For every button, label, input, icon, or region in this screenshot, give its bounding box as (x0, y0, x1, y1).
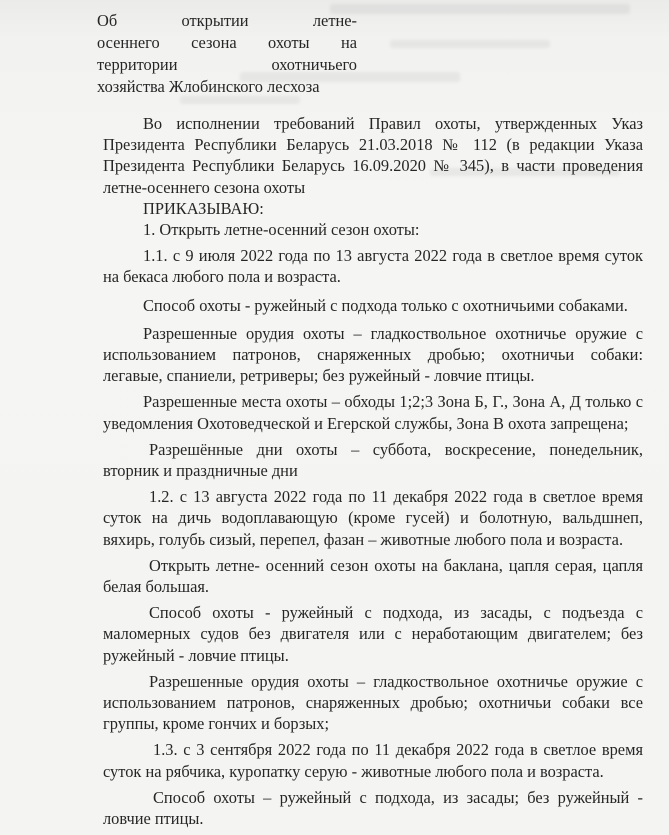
item-1: 1. Открыть летне-осенний сезон охоты: (143, 220, 420, 240)
item-1-3: 1.3. с 3 сентября 2022 года по 11 декабря 2022 года в светлое время суток на рябчика, куропатку серую - животные любого пола и возраста. (103, 740, 643, 781)
item-1-1-places: Разрешенные места охоты – обходы 1;2;3 Зона Б, Г., Зона А, Д только с уведомления Охотоведческой и Егерской службы, Зона В охота запрещена; (103, 392, 643, 433)
item-1-1: 1.1. с 9 июля 2022 года по 13 августа 2022 года в светлое время суток на бекаса любого пола и возраста. (103, 246, 643, 287)
preamble-paragraph: Во исполнении требований Правил охоты, утвержденных Указ Президента Республики Беларусь 21.03.2018 № 112 (в редакции Указа Президента Республики Беларусь 16.09.2020 № 345), в части проведения летне-осеннего сезона охоты (103, 114, 643, 197)
item-1-2-weapons: Разрешенные орудия охоты – гладкоствольное охотничье оружие с использованием патронов, снаряженных дробью; охотничьи собаки все группы, кроме гончих и борзых; (103, 671, 643, 734)
item-1-2-method: Способ охоты - ружейный с подхода, из засады, с подъезда с маломерных судов без двигателя или с неработающим двигателем; без ружейный - ловчие птицы. (103, 603, 643, 665)
item-1-1-weapons: Разрешенные орудия охоты – гладкоствольное охотничье оружие с использованием патронов, снаряженных дробью; охотничьи собаки: легавые, спаниели, ретриверы; без ружейный - ловчие птицы. (103, 323, 643, 386)
reverse-side-bleed (390, 40, 550, 48)
item-1-3-method: Способ охоты – ружейный с подхода, из засады; без ружейный - ловчие птицы. (103, 787, 643, 829)
title-line: Об открытии летне- (97, 11, 357, 30)
item-1-1-days: Разрешённые дни охоты – суббота, воскресение, понедельник, вторник и праздничные дни (103, 439, 643, 481)
item-1-2: 1.2. с 13 августа 2022 года по 11 декабря 2022 года в светлое время суток на дичь водоплавающую (кроме гусей) и болотную, вальдшнеп, вяхирь, голубь сизый, перепел, фазан – животные любого пола и возраста. (103, 487, 643, 549)
order-word: ПРИКАЗЫВАЮ: (143, 198, 264, 218)
document-title (97, 10, 357, 98)
title-line: хозяйства Жлобинского лесхоза (97, 77, 320, 96)
item-1-2-open: Открыть летне- осенний сезон охоты на баклана, цапля серая, цапля белая большая. (103, 555, 643, 597)
title-line: территории охотничьего (97, 55, 357, 74)
reverse-side-bleed (330, 4, 630, 14)
title-line: осеннего сезона охоты на (97, 33, 357, 52)
item-1-1-method: Способ охоты - ружейный с подхода только с охотничьими собаками. (143, 295, 628, 315)
document-body (103, 113, 643, 829)
